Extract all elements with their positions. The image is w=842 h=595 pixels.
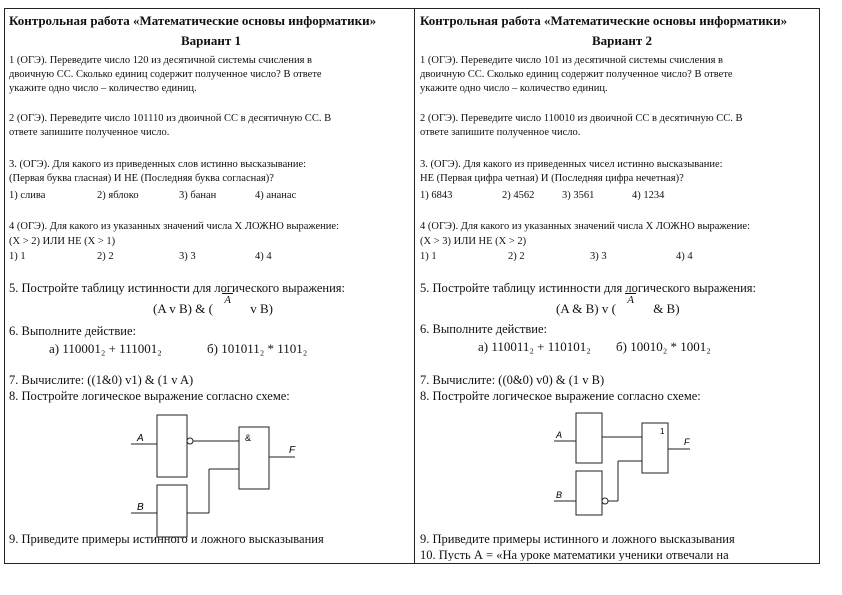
output-gate <box>239 427 269 489</box>
q6-task-a: а) 110001₂ + 111001₂ <box>49 341 162 356</box>
q6-task-b: б) 101011₂ * 1101₂ <box>207 341 308 356</box>
q4-option: 4) 4 <box>255 251 272 262</box>
q4-option: 2) 2 <box>97 251 114 262</box>
column-divider <box>414 8 415 564</box>
q3-option: 1) слива <box>9 190 46 201</box>
q3-option: 2) 4562 <box>502 190 535 201</box>
q7-text: 7. Вычислите: ((0&0) v0) & (1 v B) <box>420 373 605 387</box>
variant-label: Вариант 2 <box>591 33 653 48</box>
top-gate <box>157 415 187 477</box>
q3-line-2: (Первая буква гласная) И НЕ (Последняя буква согласная)? <box>9 173 274 184</box>
q9-text: 9. Приведите примеры истинного и ложного высказывания <box>9 532 324 546</box>
input-a-label: A <box>137 433 144 444</box>
logic-circuit-diagram <box>117 405 317 539</box>
q7-text: 7. Вычислите: ((1&0) v1) & (1 v A) <box>9 373 194 387</box>
gate-symbol: 1 <box>660 427 665 436</box>
variant-1-column <box>9 11 413 561</box>
q10-text: 10. Пусть А = «На уроке математики ученики отвечали на <box>420 548 729 561</box>
worksheet-title: Контрольная работа «Математические основы информатики» <box>9 13 377 28</box>
variant-label: Вариант 1 <box>180 33 242 48</box>
q4-option: 4) 4 <box>676 251 693 262</box>
q8-text: 8. Постройте логическое выражение согласно схеме: <box>420 389 701 403</box>
q9-text: 9. Приведите примеры истинного и ложного высказывания <box>420 532 735 546</box>
q1-line-3: укажите одно число – количество единиц. <box>420 83 608 94</box>
q5-negated-a <box>625 294 636 317</box>
bottom-gate <box>157 485 187 537</box>
q6-task-b: б) 10010₂ * 1001₂ <box>616 339 711 354</box>
inversion-circle <box>602 498 608 504</box>
q5-expr-part-b: & B) <box>653 301 680 316</box>
q5-negated-a <box>222 294 233 317</box>
q6-text: 6. Выполните действие: <box>9 324 136 338</box>
q5-expression <box>153 294 273 317</box>
q3-option: 3) банан <box>179 190 217 201</box>
q3-option: 3) 3561 <box>562 190 595 201</box>
output-f-label: F <box>684 437 690 447</box>
variant-2-column <box>420 11 824 561</box>
q5-expression <box>556 294 680 317</box>
q3-line-1: 3. (ОГЭ). Для какого из приведенных чисел истинно высказывание: <box>420 159 723 170</box>
q2-line-1: 2 (ОГЭ). Переведите число 110010 из двоичной СС в десятичную СС. В <box>420 113 743 124</box>
q1-line-2: двоичную СС. Сколько единиц содержит полученное число? В ответе <box>9 69 322 80</box>
q4-option: 3) 3 <box>590 251 607 262</box>
q1-line-2: двоичную СС. Сколько единиц содержит полученное число? В ответе <box>420 69 733 80</box>
q5-text: 5. Постройте таблицу истинности для логического выражения: <box>9 281 346 295</box>
q6-text: 6. Выполните действие: <box>420 322 547 336</box>
input-b-label: B <box>556 490 563 500</box>
q4-line-1: 4 (ОГЭ). Для какого из указанных значений числа X ЛОЖНО выражение: <box>420 221 751 232</box>
q3-option: 1) 6843 <box>420 190 453 201</box>
input-a-label: A <box>556 430 563 440</box>
q3-line-1: 3. (ОГЭ). Для какого из приведенных слов истинно высказывание: <box>9 159 307 170</box>
q3-option: 4) ананас <box>255 190 297 201</box>
input-b-label: B <box>137 502 144 513</box>
gate-symbol: & <box>245 433 252 443</box>
q3-line-2: НЕ (Первая цифра четная) И (Последняя цифра нечетная)? <box>420 173 684 184</box>
q3-option: 4) 1234 <box>632 190 665 201</box>
q1-line-1: 1 (ОГЭ). Переведите число 101 из десятичной системы счисления в <box>420 55 723 66</box>
q5-expr-part-b: v B) <box>250 301 273 316</box>
inversion-circle <box>187 438 193 444</box>
q1-line-1: 1 (ОГЭ). Переведите число 120 из десятичной системы счисления в <box>9 55 312 66</box>
q4-option: 2) 2 <box>508 251 525 262</box>
top-gate <box>576 413 602 463</box>
bottom-gate <box>576 471 602 515</box>
q2-line-1: 2 (ОГЭ). Переведите число 101110 из двоичной СС в десятичную СС. В <box>9 113 332 124</box>
q4-option: 1) 1 <box>420 251 437 262</box>
q1-line-3: укажите одно число – количество единиц. <box>9 83 197 94</box>
q4-line-2: (X > 3) ИЛИ НЕ (X > 2) <box>420 236 527 247</box>
output-f-label: F <box>289 445 296 456</box>
q5-expr-part-a: (A v B) & ( <box>153 301 213 316</box>
q4-option: 1) 1 <box>9 251 26 262</box>
q8-text: 8. Постройте логическое выражение согласно схеме: <box>9 389 290 403</box>
q2-line-2: ответе запишите полученное число. <box>420 127 581 138</box>
q5-text: 5. Постройте таблицу истинности для логического выражения: <box>420 281 757 295</box>
q4-line-2: (X > 2) ИЛИ НЕ (X > 1) <box>9 236 116 247</box>
q2-line-2: ответе запишите полученное число. <box>9 127 170 138</box>
q4-option: 3) 3 <box>179 251 196 262</box>
q5-negated-a-glyph: A <box>627 294 634 306</box>
q5-expr-part-a: (A & B) v ( <box>556 301 616 316</box>
worksheet-title: Контрольная работа «Математические основы информатики» <box>420 13 788 28</box>
q4-line-1: 4 (ОГЭ). Для какого из указанных значений числа X ЛОЖНО выражение: <box>9 221 340 232</box>
logic-circuit-diagram <box>546 407 706 517</box>
q6-task-a: а) 110011₂ + 110101₂ <box>478 339 591 354</box>
q3-option: 2) яблоко <box>97 190 139 201</box>
q5-negated-a-glyph: A <box>224 294 231 306</box>
